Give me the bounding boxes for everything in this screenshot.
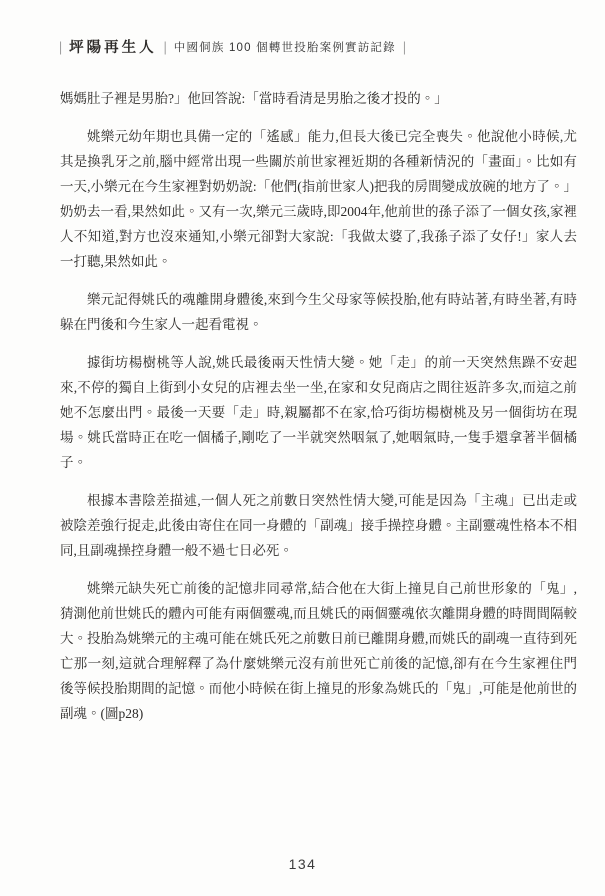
body-paragraph: 媽媽肚子裡是男胎?」他回答說:「當時看清是男胎之後才投的。」: [60, 91, 448, 106]
body-paragraph: 姚樂元幼年期也具備一定的「遙感」能力,但長大後已完全喪失。他說他小時候,尤其是換乳牙之前,腦中經常出現一些關於前世家裡近期的各種新情況的「畫面」。比如有一天,小樂元在今生家裡對奶奶說:「他們(指前世家人)把我的房間變成放碗的地方了。」奶奶去一看,果然如此。又有一次,樂元三歲時,即2004年,他前世的孫子添了一個女孩,家裡人不知道,對方也沒來通知,小樂元卻對大家說:「我做太婆了,我孫子添了女仔!」家人去一打聽,果然如此。: [60, 129, 577, 269]
body-paragraph: 姚樂元缺失死亡前後的記憶非同尋常,結合他在大街上撞見自己前世形象的「鬼」,猜測他前世姚氏的體內可能有兩個靈魂,而且姚氏的兩個靈魂依次離開身體的時間間隔較大。投胎為姚樂元的主魂可能在姚氏死之前數日前已離開身體,而姚氏的副魂一直待到死亡那一刻,這就合理解釋了為什麼姚樂元沒有前世死亡前後的記憶,卻有在今生家裡住門後等候投胎期間的記憶。而他小時候在街上撞見的形象為姚氏的「鬼」,可能是他前世的副魂。(圖p28): [60, 581, 577, 721]
running-header: [52, 36, 413, 57]
page-footer: [0, 856, 605, 874]
book-title: 坪陽再生人: [69, 40, 157, 56]
body-paragraph: 樂元記得姚氏的魂離開身體後,來到今生父母家等候投胎,他有時站著,有時坐著,有時躲在門後和今生家人一起看電視。: [60, 292, 577, 332]
body-paragraph: 據街坊楊樹桃等人說,姚氏最後兩天性情大變。她「走」的前一天突然焦躁不安起來,不停的獨自上街到小女兒的店裡去坐一坐,在家和女兒商店之間往返許多次,而這之前她不怎麼出門。最後一天要「走」時,親屬都不在家,恰巧街坊楊樹桃及另一個街坊在現場。姚氏當時正在吃一個橘子,剛吃了一半就突然咽氣了,她咽氣時,一隻手還拿著半個橘子。: [60, 355, 577, 470]
body-paragraph: 根據本書陰差描述,一個人死之前數日突然性情大變,可能是因為「主魂」已出走或被陰差強行捉走,此後由寄住在同一身體的「副魂」接手操控身體。主副靈魂性格本不相同,且副魂操控身體一般不過七日必死。: [60, 493, 577, 558]
header-separator-right: |: [402, 38, 406, 55]
header-separator-mid: |: [163, 38, 167, 55]
page-body: [60, 86, 577, 739]
header-separator-left: |: [59, 38, 63, 55]
book-subtitle: 中國侗族 100 個轉世投胎案例實訪記錄: [173, 41, 396, 54]
page-number: 134: [288, 856, 317, 872]
